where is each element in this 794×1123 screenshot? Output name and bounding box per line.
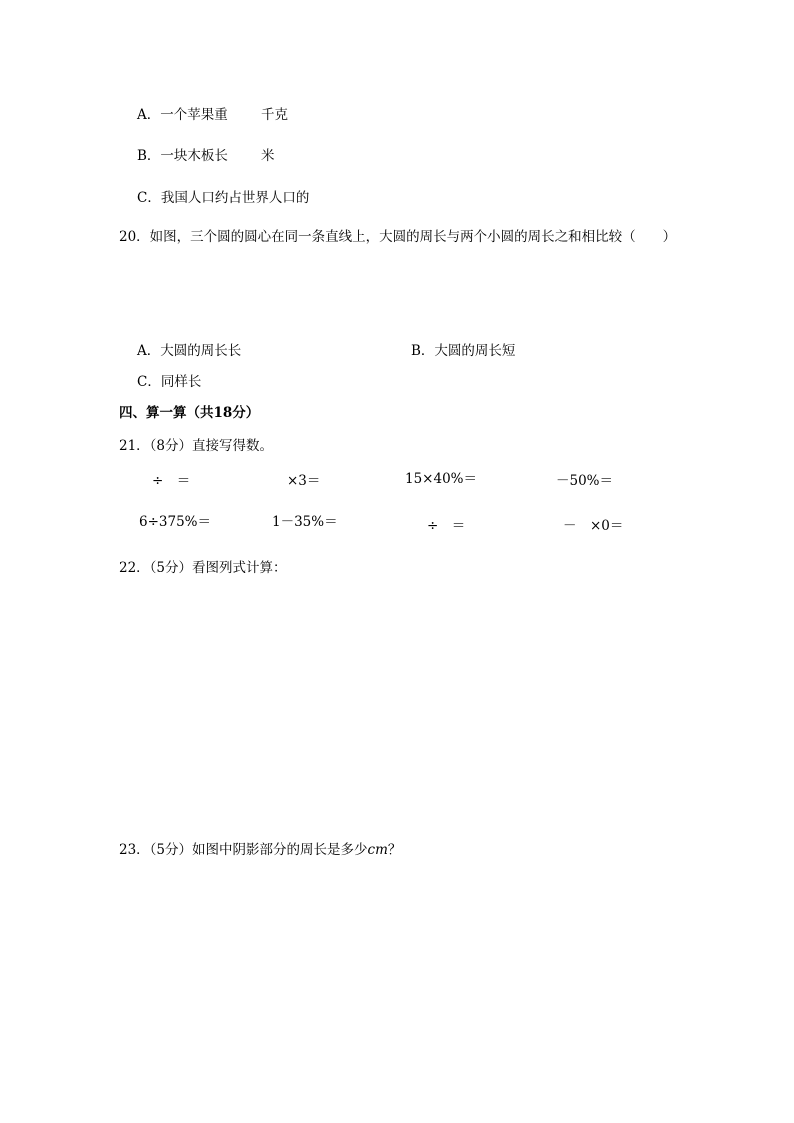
q21-item-2: ×3＝ <box>287 473 321 489</box>
q21-item-7: ÷ ＝ <box>427 518 466 534</box>
q23-stem-prefix: 23．（5分）如图中阴影部分的周长是多少 <box>119 842 368 858</box>
q20-option-a: A．大圆的周长长 <box>137 343 242 359</box>
q23-unit: cm <box>367 842 388 858</box>
q20-stem: 20．如图，三个圆的圆心在同一条直线上，大圆的周长与两个小圆的周长之和相比较（ ） <box>119 229 677 245</box>
q19-option-c-label: C．我国人口约占世界人口的 <box>137 190 310 206</box>
q20-option-c: C．同样长 <box>137 374 202 390</box>
q19-option-b-unit: 米 <box>261 148 275 164</box>
q21-stem: 21．（8分）直接写得数。 <box>119 438 274 454</box>
section-heading: 四、算一算（共18分） <box>119 405 260 421</box>
q22-stem: 22．（5分）看图列式计算： <box>119 560 287 576</box>
q19-option-a-label: A．一个苹果重 <box>137 107 228 123</box>
q23-stem-suffix: ？ <box>387 842 402 858</box>
q21-item-5: 6÷375%＝ <box>139 514 211 530</box>
q19-option-b-label: B．一块木板长 <box>137 148 228 164</box>
q21-item-1: ÷ ＝ <box>152 473 191 489</box>
q21-item-6: 1－35%＝ <box>272 514 338 530</box>
q20-option-b: B．大圆的周长短 <box>411 343 516 359</box>
q21-item-8: － ×0＝ <box>563 518 624 534</box>
q21-item-3: 15×40%＝ <box>405 471 477 487</box>
q19-option-a-unit: 千克 <box>261 107 288 123</box>
q21-item-4: －50%＝ <box>556 473 614 489</box>
q23-stem <box>119 841 401 859</box>
